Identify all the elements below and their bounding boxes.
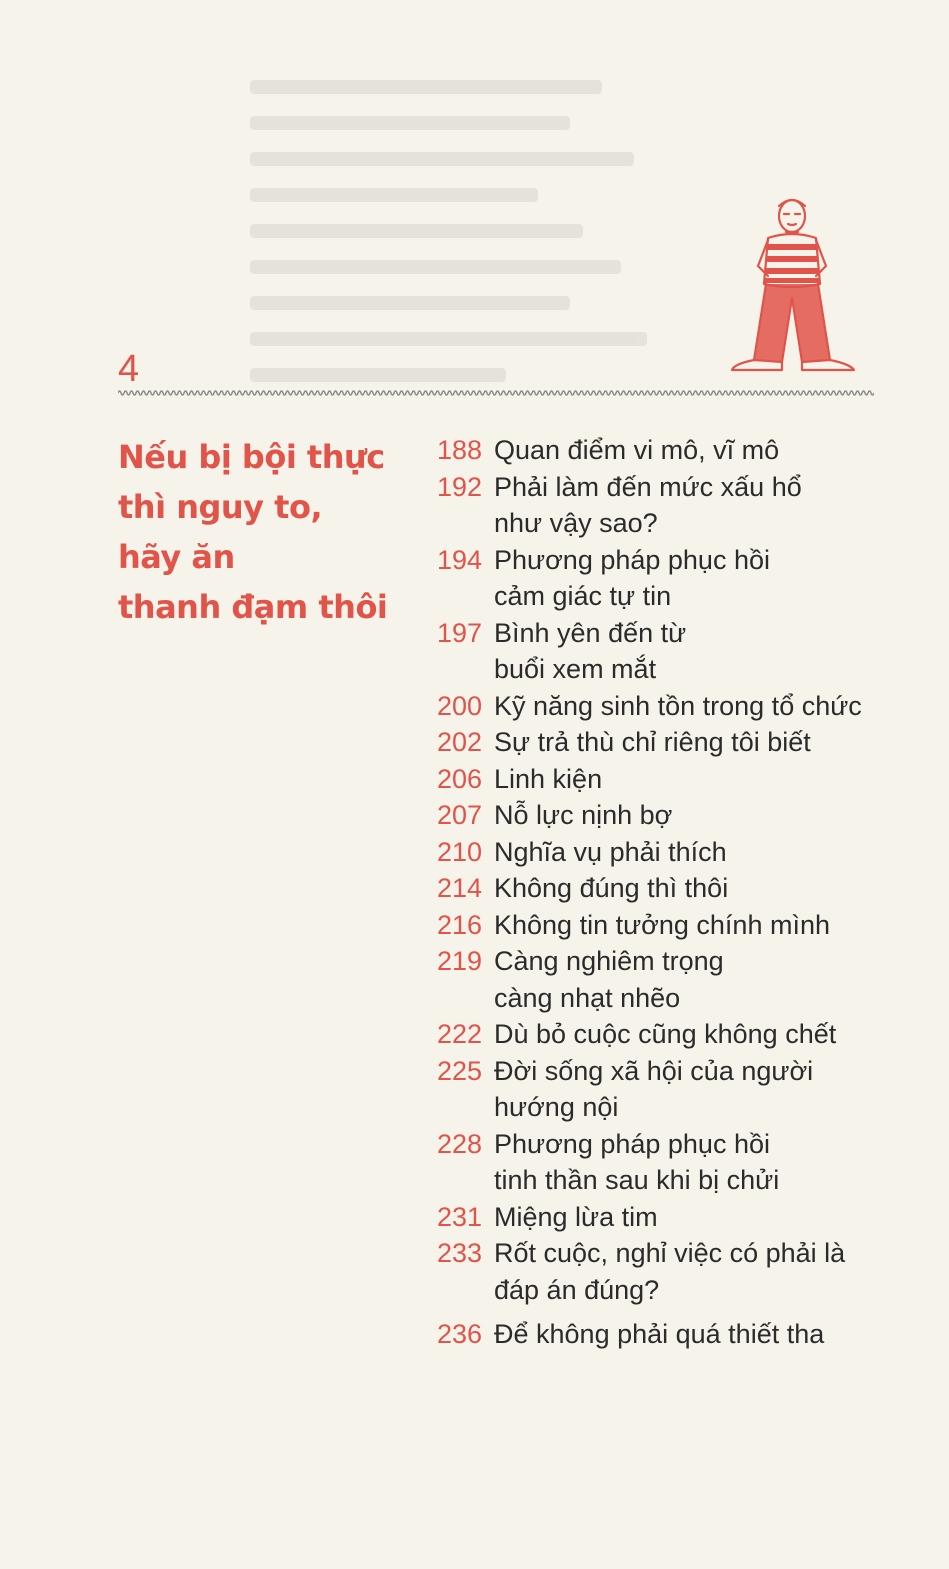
toc-page-number: 222 bbox=[436, 1019, 482, 1049]
chapter-title-line: thanh đạm thôi bbox=[118, 588, 388, 626]
toc-page-number: 200 bbox=[436, 690, 482, 721]
toc-page-number: 219 bbox=[436, 946, 482, 976]
toc-entry bbox=[424, 542, 924, 615]
toc-page-number: 188 bbox=[436, 435, 482, 465]
toc-entry-title: Phương pháp phục hồi tinh thần sau khi bị chửi bbox=[494, 1128, 780, 1195]
toc-entry-title: Dù bỏ cuộc cũng không chết bbox=[494, 1019, 837, 1049]
toc-page-number: 236 bbox=[436, 1319, 482, 1349]
toc-entry bbox=[424, 724, 924, 761]
toc-entry bbox=[424, 1053, 924, 1126]
toc-entry-title: Phải làm đến mức xấu hổ như vậy sao? bbox=[494, 471, 802, 538]
toc-entry bbox=[424, 907, 924, 944]
chapter-title-line: Nếu bị bội thực bbox=[118, 438, 385, 476]
toc-page-number: 206 bbox=[436, 763, 482, 794]
toc-page-number: 231 bbox=[436, 1201, 482, 1232]
toc-page-number: 197 bbox=[436, 617, 482, 648]
toc-entry-title: Không tin tưởng chính mình bbox=[494, 909, 830, 940]
toc-entry bbox=[424, 432, 924, 469]
toc-page-number: 202 bbox=[436, 727, 482, 757]
toc-entry bbox=[424, 1316, 924, 1353]
toc-page-number: 194 bbox=[436, 544, 482, 575]
toc-page-number: 210 bbox=[436, 836, 482, 867]
wavy-divider bbox=[118, 386, 874, 400]
toc-entry-title: Càng nghiêm trọng càng nhạt nhẽo bbox=[494, 946, 724, 1013]
toc-page-number: 233 bbox=[436, 1238, 482, 1268]
chapter-title-line: hãy ăn bbox=[118, 538, 235, 576]
toc-entry bbox=[424, 1126, 924, 1199]
toc-page-number: 192 bbox=[436, 471, 482, 502]
table-of-contents bbox=[424, 432, 924, 1353]
toc-entry-title: Rốt cuộc, nghỉ việc có phải là đáp án đúng? bbox=[494, 1238, 846, 1305]
toc-entry-title: Đời sống xã hội của người hướng nội bbox=[494, 1055, 814, 1122]
chapter-title-line: thì nguy to, bbox=[118, 488, 323, 526]
toc-page-number: 207 bbox=[436, 800, 482, 830]
striped-shirt-character-illustration bbox=[712, 192, 872, 384]
toc-entry bbox=[424, 870, 924, 907]
toc-entry bbox=[424, 834, 924, 871]
toc-entry-title: Nỗ lực nịnh bợ bbox=[494, 800, 673, 830]
toc-page-number: 216 bbox=[436, 909, 482, 940]
toc-entry-title: Phương pháp phục hồi cảm giác tự tin bbox=[494, 544, 770, 611]
toc-entry-title: Bình yên đến từ buổi xem mắt bbox=[494, 617, 687, 684]
toc-entry-title: Sự trả thù chỉ riêng tôi biết bbox=[494, 727, 811, 757]
toc-entry bbox=[424, 761, 924, 798]
toc-entry bbox=[424, 688, 924, 725]
toc-page-number: 228 bbox=[436, 1128, 482, 1159]
toc-entry bbox=[424, 1199, 924, 1236]
chapter-title bbox=[118, 432, 418, 632]
toc-entry bbox=[424, 797, 924, 834]
chapter-number: 4 bbox=[118, 348, 140, 390]
toc-entry bbox=[424, 943, 924, 1016]
toc-page-number: 225 bbox=[436, 1055, 482, 1086]
toc-entry-title: Quan điểm vi mô, vĩ mô bbox=[494, 435, 780, 465]
toc-entry bbox=[424, 469, 924, 542]
toc-entry-title: Không đúng thì thôi bbox=[494, 873, 729, 903]
toc-entry bbox=[424, 1235, 924, 1308]
toc-entry-title: Nghĩa vụ phải thích bbox=[494, 836, 727, 867]
toc-entry-title: Linh kiện bbox=[494, 763, 603, 794]
toc-entry-title: Để không phải quá thiết tha bbox=[494, 1319, 825, 1349]
toc-entry-title: Miệng lừa tim bbox=[494, 1201, 658, 1232]
toc-entry bbox=[424, 1016, 924, 1053]
toc-entry bbox=[424, 615, 924, 688]
toc-entry-title: Kỹ năng sinh tồn trong tổ chức bbox=[494, 690, 862, 721]
toc-page-number: 214 bbox=[436, 873, 482, 903]
